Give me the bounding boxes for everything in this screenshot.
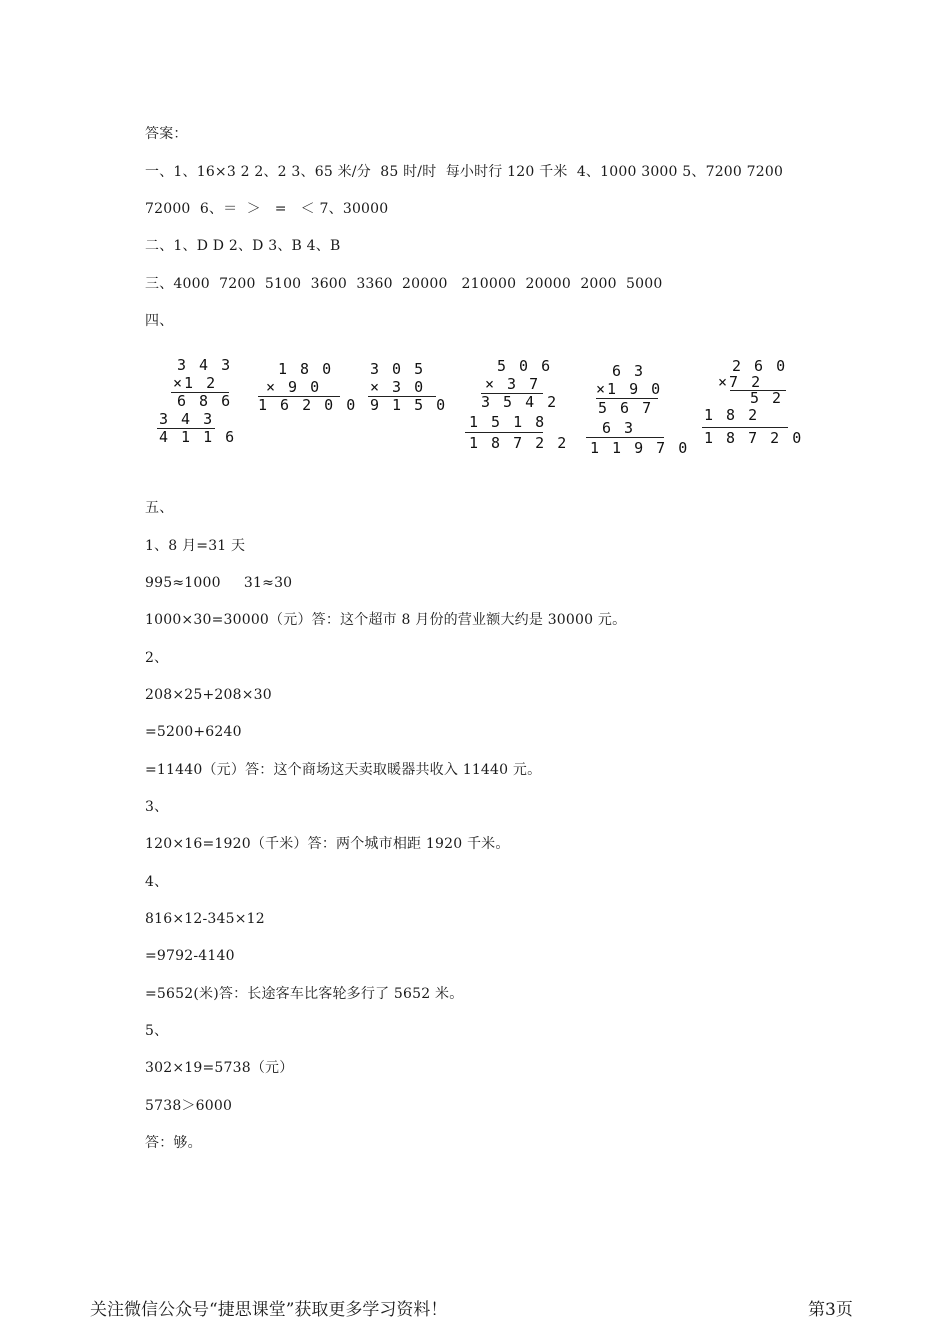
section5-line: 5738＞6000 xyxy=(145,1098,233,1114)
section5-line: =11440（元）答：这个商场这天卖取暖器共收入 11440 元。 xyxy=(145,762,542,778)
section5-line: 1、8 月=31 天 xyxy=(145,538,246,554)
section5-line: 5、 xyxy=(145,1023,169,1039)
calc-row: × 9 0 xyxy=(266,378,322,396)
calc-row: 5 2 xyxy=(750,389,784,407)
calc-row: 1 8 2 xyxy=(704,406,760,424)
section5-line: 2、 xyxy=(145,650,169,666)
calc-row: 3 0 5 xyxy=(370,360,426,378)
section5-line: =5652(米)答：长途客车比客轮多行了 5652 米。 xyxy=(145,986,464,1002)
section5-heading: 五、 xyxy=(145,500,174,516)
calc-row: 1 1 9 7 0 xyxy=(590,439,690,457)
calc-row: 3 4 3 xyxy=(159,410,215,428)
calc-rule xyxy=(586,437,664,438)
calc-row: × 3 0 xyxy=(370,378,426,396)
calc-row: 3 5 4 2 xyxy=(481,393,559,411)
section5-line: 816×12-345×12 xyxy=(145,911,265,927)
calc-row: 9 1 5 0 xyxy=(370,396,448,414)
calc-row: 6 3 xyxy=(602,419,636,437)
section5-line: =9792-4140 xyxy=(145,948,235,964)
calc-row: 5 0 6 xyxy=(497,357,553,375)
section5-line: 1000×30=30000（元）答：这个超市 8 月份的营业额大约是 30000 元。 xyxy=(145,612,627,628)
section5-line: 3、 xyxy=(145,799,169,815)
calc-row: ×1 2 xyxy=(173,374,218,392)
calc-row: ×1 9 0 xyxy=(596,380,663,398)
section5-line: 120×16=1920（千米）答：两个城市相距 1920 千米。 xyxy=(145,836,510,852)
section5-line: 答：够。 xyxy=(145,1135,202,1151)
calc-row: 6 3 xyxy=(612,362,646,380)
calc-row: 2 6 0 xyxy=(732,357,788,375)
section4-heading: 四、 xyxy=(145,313,174,329)
section2-line: 二、1、D D 2、D 3、B 4、B xyxy=(145,238,341,254)
calc-row: 3 4 3 xyxy=(177,356,233,374)
section1-line2: 72000 6、＝ ＞ = ＜ 7、30000 xyxy=(145,201,389,217)
calc-row: 1 8 7 2 0 xyxy=(704,429,804,447)
calc-row: 4 1 1 6 xyxy=(159,428,237,446)
calc-row: ×7 2 xyxy=(718,373,763,391)
section5-line: 4、 xyxy=(145,874,169,890)
section5-line: 208×25+208×30 xyxy=(145,687,272,703)
section5-line: =5200+6240 xyxy=(145,724,242,740)
answer-title: 答案： xyxy=(145,126,188,142)
calc-row: × 3 7 xyxy=(485,375,541,393)
calc-rule xyxy=(702,427,788,428)
section5-line: 995≈1000 31≈30 xyxy=(145,575,293,591)
calc-rule xyxy=(465,432,543,433)
calc-row: 1 6 2 0 0 xyxy=(258,396,358,414)
section5-line: 302×19=5738（元） xyxy=(145,1060,294,1076)
footer-promo: 关注微信公众号“捷思课堂”获取更多学习资料！ xyxy=(90,1300,448,1320)
calc-row: 1 8 7 2 2 xyxy=(469,434,569,452)
calc-row: 6 8 6 xyxy=(177,392,233,410)
calc-row: 1 5 1 8 xyxy=(469,413,547,431)
calc-row: 5 6 7 xyxy=(598,399,654,417)
section1-line1: 一、1、16×3 2 2、2 3、65 米/分 85 时/时 每小时行 120 千米 4、1000 3000 5、7200 7200 xyxy=(145,164,784,180)
section3-line: 三、4000 7200 5100 3600 3360 20000 210000 20000 2000 5000 xyxy=(145,276,663,292)
page-number: 第3页 xyxy=(808,1300,853,1320)
calc-row: 1 8 0 xyxy=(278,360,334,378)
